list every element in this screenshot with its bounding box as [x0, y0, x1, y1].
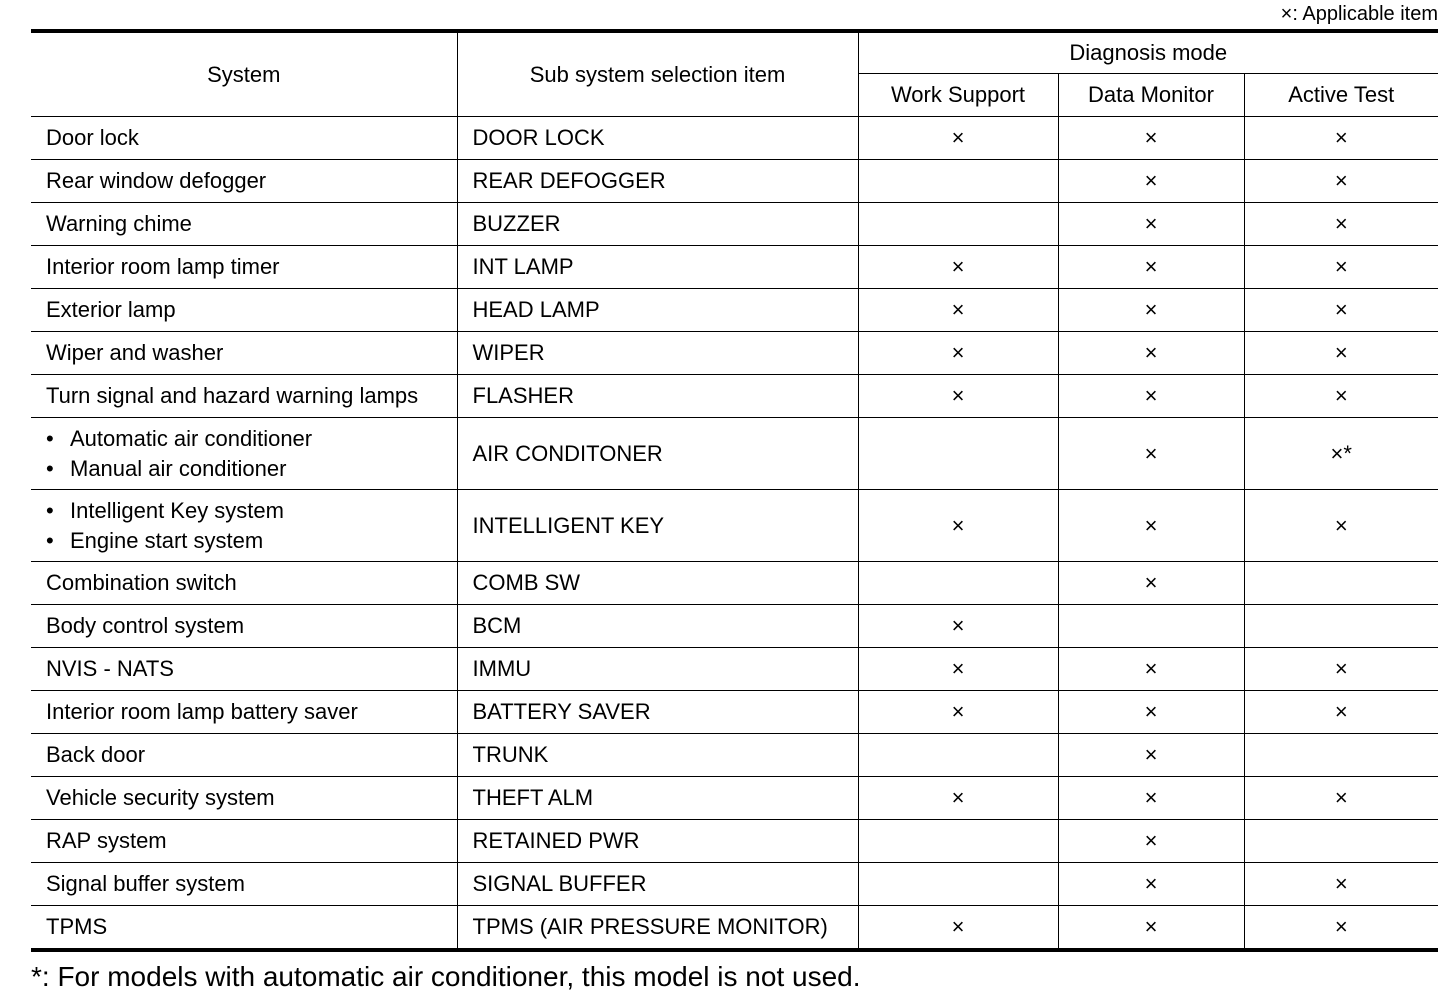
sub-system-cell: INT LAMP: [457, 246, 858, 289]
system-cell: Combination switch: [31, 562, 457, 605]
sub-system-cell: BUZZER: [457, 203, 858, 246]
system-cell: Turn signal and hazard warning lamps: [31, 375, 457, 418]
work-support-cell: ×: [858, 117, 1058, 160]
system-cell: Interior room lamp timer: [31, 246, 457, 289]
system-cell: Exterior lamp: [31, 289, 457, 332]
work-support-cell: ×: [858, 648, 1058, 691]
table-row: [31, 117, 1438, 160]
system-cell: [31, 418, 457, 490]
table-row: [31, 375, 1438, 418]
work-support-cell: [858, 863, 1058, 906]
system-cell: TPMS: [31, 906, 457, 951]
work-support-cell: [858, 203, 1058, 246]
system-bullet-item: [46, 424, 457, 454]
active-test-cell: ×: [1244, 691, 1438, 734]
system-cell: Warning chime: [31, 203, 457, 246]
system-cell: Door lock: [31, 117, 457, 160]
header-data-monitor: Data Monitor: [1058, 74, 1244, 117]
work-support-cell: ×: [858, 691, 1058, 734]
sub-system-cell: THEFT ALM: [457, 777, 858, 820]
active-test-cell: ×: [1244, 863, 1438, 906]
data-monitor-cell: ×: [1058, 777, 1244, 820]
table-row: [31, 648, 1438, 691]
table-row: [31, 863, 1438, 906]
active-test-cell: ×: [1244, 906, 1438, 951]
header-active-test: Active Test: [1244, 74, 1438, 117]
table-row: [31, 605, 1438, 648]
active-test-cell: ×: [1244, 289, 1438, 332]
system-bullet-item: [46, 526, 457, 556]
table-header: [31, 31, 1438, 117]
sub-system-cell: FLASHER: [457, 375, 858, 418]
bullet-icon: •: [46, 425, 54, 451]
active-test-cell: ×: [1244, 490, 1438, 562]
data-monitor-cell: ×: [1058, 691, 1244, 734]
active-test-cell: ×: [1244, 332, 1438, 375]
work-support-cell: ×: [858, 906, 1058, 951]
header-system: System: [31, 31, 457, 117]
table-row: [31, 820, 1438, 863]
table-row: [31, 777, 1438, 820]
data-monitor-cell: ×: [1058, 734, 1244, 777]
bullet-icon: •: [46, 527, 54, 553]
sub-system-cell: BATTERY SAVER: [457, 691, 858, 734]
data-monitor-cell: ×: [1058, 906, 1244, 951]
data-monitor-cell: [1058, 605, 1244, 648]
system-text: Automatic air conditioner: [70, 425, 313, 451]
system-cell: NVIS - NATS: [31, 648, 457, 691]
work-support-cell: [858, 734, 1058, 777]
system-cell: Body control system: [31, 605, 457, 648]
active-test-cell: [1244, 562, 1438, 605]
active-test-cell: ×: [1244, 777, 1438, 820]
sub-system-cell: INTELLIGENT KEY: [457, 490, 858, 562]
active-test-cell: [1244, 605, 1438, 648]
table-body: [31, 117, 1438, 951]
data-monitor-cell: ×: [1058, 246, 1244, 289]
sub-system-cell: AIR CONDITONER: [457, 418, 858, 490]
data-monitor-cell: ×: [1058, 648, 1244, 691]
table-row: [31, 691, 1438, 734]
footnote: *: For models with automatic air conditioner, this model is not used.: [31, 961, 861, 992]
table-row: [31, 160, 1438, 203]
data-monitor-cell: ×: [1058, 863, 1244, 906]
work-support-cell: ×: [858, 605, 1058, 648]
data-monitor-cell: ×: [1058, 160, 1244, 203]
work-support-cell: ×: [858, 246, 1058, 289]
sub-system-cell: BCM: [457, 605, 858, 648]
legend: ×: Applicable item: [1280, 3, 1438, 25]
data-monitor-cell: ×: [1058, 490, 1244, 562]
data-monitor-cell: ×: [1058, 418, 1244, 490]
table-row: [31, 289, 1438, 332]
system-cell: Rear window defogger: [31, 160, 457, 203]
data-monitor-cell: ×: [1058, 820, 1244, 863]
sub-system-cell: TPMS (AIR PRESSURE MONITOR): [457, 906, 858, 951]
system-text: Manual air conditioner: [70, 455, 287, 481]
sub-system-cell: TRUNK: [457, 734, 858, 777]
active-test-cell: ×: [1244, 375, 1438, 418]
system-text: Intelligent Key system: [70, 497, 284, 523]
sub-system-cell: IMMU: [457, 648, 858, 691]
header-sub-system: Sub system selection item: [457, 31, 858, 117]
data-monitor-cell: ×: [1058, 203, 1244, 246]
sub-system-cell: RETAINED PWR: [457, 820, 858, 863]
active-test-cell: ×*: [1244, 418, 1438, 490]
table-row: [31, 332, 1438, 375]
header-work-support: Work Support: [858, 74, 1058, 117]
table-row: [31, 734, 1438, 777]
system-cell: Signal buffer system: [31, 863, 457, 906]
data-monitor-cell: ×: [1058, 562, 1244, 605]
system-cell: Interior room lamp battery saver: [31, 691, 457, 734]
active-test-cell: ×: [1244, 203, 1438, 246]
diagnosis-table: [31, 29, 1438, 952]
work-support-cell: [858, 418, 1058, 490]
sub-system-cell: COMB SW: [457, 562, 858, 605]
system-cell: Wiper and washer: [31, 332, 457, 375]
work-support-cell: [858, 562, 1058, 605]
system-cell: RAP system: [31, 820, 457, 863]
bullet-icon: •: [46, 497, 54, 523]
work-support-cell: ×: [858, 289, 1058, 332]
work-support-cell: ×: [858, 490, 1058, 562]
active-test-cell: ×: [1244, 648, 1438, 691]
system-bullet-item: [46, 496, 457, 526]
table-row: [31, 418, 1438, 490]
header-diagnosis-mode: Diagnosis mode: [858, 31, 1438, 74]
table-row: [31, 490, 1438, 562]
system-cell: [31, 490, 457, 562]
table-row: [31, 246, 1438, 289]
sub-system-cell: WIPER: [457, 332, 858, 375]
system-bullet-item: [46, 454, 457, 484]
sub-system-cell: REAR DEFOGGER: [457, 160, 858, 203]
work-support-cell: ×: [858, 375, 1058, 418]
bullet-icon: •: [46, 455, 54, 481]
work-support-cell: ×: [858, 777, 1058, 820]
active-test-cell: ×: [1244, 160, 1438, 203]
active-test-cell: ×: [1244, 117, 1438, 160]
sub-system-cell: DOOR LOCK: [457, 117, 858, 160]
data-monitor-cell: ×: [1058, 332, 1244, 375]
sub-system-cell: HEAD LAMP: [457, 289, 858, 332]
work-support-cell: [858, 160, 1058, 203]
table-row: [31, 562, 1438, 605]
data-monitor-cell: ×: [1058, 289, 1244, 332]
sub-system-cell: SIGNAL BUFFER: [457, 863, 858, 906]
data-monitor-cell: ×: [1058, 117, 1244, 160]
active-test-cell: [1244, 820, 1438, 863]
work-support-cell: [858, 820, 1058, 863]
active-test-cell: [1244, 734, 1438, 777]
table-row: [31, 203, 1438, 246]
data-monitor-cell: ×: [1058, 375, 1244, 418]
system-cell: Vehicle security system: [31, 777, 457, 820]
system-cell: Back door: [31, 734, 457, 777]
system-text: Engine start system: [70, 527, 264, 553]
active-test-cell: ×: [1244, 246, 1438, 289]
work-support-cell: ×: [858, 332, 1058, 375]
table-row: [31, 906, 1438, 951]
